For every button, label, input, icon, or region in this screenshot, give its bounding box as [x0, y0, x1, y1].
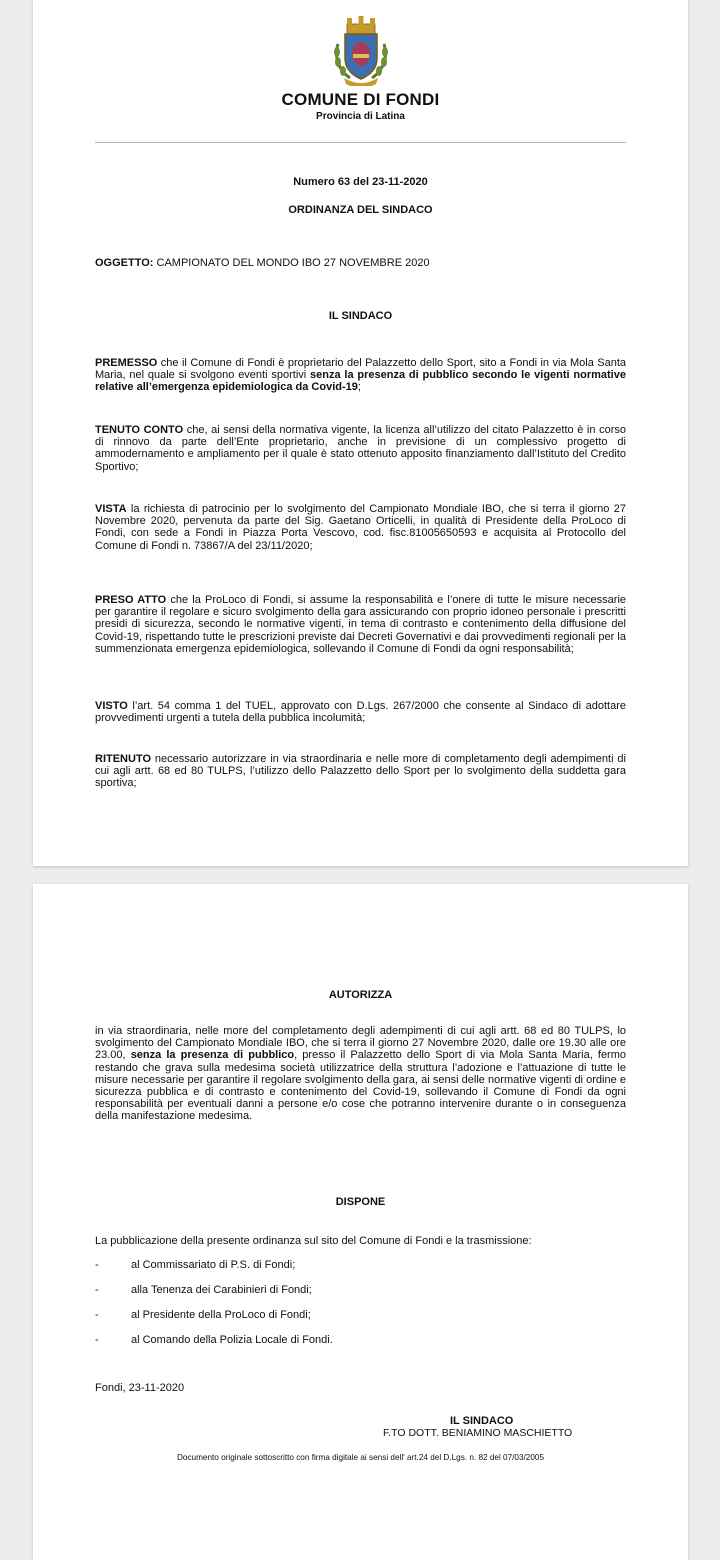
- visto-paragraph: [95, 700, 626, 724]
- mayor-heading: IL SINDACO: [328, 310, 393, 322]
- subject-label: OGGETTO:: [95, 257, 154, 269]
- coat-of-arms-logo: [330, 14, 392, 86]
- dispone-heading: DISPONE: [335, 1196, 386, 1208]
- premesso-tail: ;: [357, 381, 361, 394]
- ritenuto-text: necessario autorizzare in via straordinaria e nelle more di completamento degli adempimenti di cui agli artt. 68 ed 80 TULPS, l’utilizzo dello Palazzetto dello Sport per lo svolgimento della suddetta gara sportiva;: [95, 753, 626, 790]
- autorizza-text-1: in via straordinaria, nelle more del completamento degli adempimenti di cui agli artt. 68 ed 80 TULPS, lo svolgimento del Campionato Mondiale IBO, che si terra il giorno 27 Novembre 2020, dalle ore 19.30 alle ore 23.00,: [95, 1025, 626, 1062]
- signature-name: F.TO DOTT. BENIAMINO MASCHIETTO: [383, 1427, 573, 1439]
- ordinance-type: ORDINANZA DEL SINDACO: [288, 204, 433, 216]
- autorizza-heading: AUTORIZZA: [328, 989, 393, 1001]
- ritenuto-paragraph: [95, 753, 626, 790]
- document-page-1: [33, 0, 688, 866]
- list-item-text: al Comando della Polizia Locale di Fondi.: [131, 1334, 333, 1346]
- province-subtitle: Provincia di Latina: [316, 111, 405, 122]
- premesso-lead: PREMESSO: [95, 357, 158, 369]
- list-item-text: alla Tenenza dei Carabinieri di Fondi;: [131, 1284, 312, 1296]
- document-page-2: [33, 884, 688, 1560]
- header-divider: [95, 142, 626, 143]
- vista-paragraph: [95, 503, 626, 552]
- autorizza-bold: senza la presenza di pubblico: [130, 1049, 295, 1062]
- subject-text: CAMPIONATO DEL MONDO IBO 27 NOVEMBRE 2020: [153, 257, 430, 269]
- list-dash: -: [95, 1309, 99, 1321]
- list-item-text: al Commissariato di P.S. di Fondi;: [131, 1259, 296, 1271]
- autorizza-text-2: , presso il Palazzetto dello Sport di via Mola Santa Maria, fermo restando che grava sulla medesima società utilizzatrice della struttura l’adozione e l’attuazione di tutte le misure necessarie per garantire il regolare svolgimento della gara, ai sensi delle normative vigenti di ordine e sicurezza pubblica e di contrasto e contenimento del Covid-19, sollevando il Comune di Fondi da ogni responsabilità per eventuali danni a persone e/o cose che potranno intervenire durante o in conseguenza della manifestazione medesima.: [95, 1049, 626, 1123]
- vista-text: la richiesta di patrocinio per lo svolgimento del Campionato Mondiale IBO, che si terra il giorno 27 Novembre 2020, pervenuta da parte del Sig. Gaetano Orticelli, in qualità di Presidente della ProLoco di Fondi, con sede a Fondi in Piazza Porta Vescovo, cod. fisc.81005650593 e acquisita al Protocollo del Comune di Fondi n. 73867/A del 23/11/2020;: [95, 503, 626, 552]
- dispone-intro: La pubblicazione della presente ordinanza sul sito del Comune di Fondi e la trasmissione:: [95, 1235, 532, 1247]
- visto-text: l’art. 54 comma 1 del TUEL, approvato con D.Lgs. 267/2000 che consente al Sindaco di adottare provvedimenti urgenti a tutela della pubblica incolumità;: [95, 700, 626, 725]
- tenuto-conto-paragraph: [95, 424, 626, 473]
- municipality-title: COMUNE DI FONDI: [281, 90, 440, 109]
- list-dash: -: [95, 1259, 99, 1271]
- preso-lead: PRESO ATTO: [95, 594, 167, 606]
- tenuto-text: che, ai sensi della normativa vigente, la licenza all’utilizzo del citato Palazzetto è in corso di rinnovo da parte dell’Ente proprietario, anche in previsione di un complessivo progetto di ammodernamento e ampliamento per il quale è stato ottenuto apposito finanziamento dall’Istituto del Credito Sportivo;: [95, 424, 626, 473]
- preso-text: che la ProLoco di Fondi, si assume la responsabilità e l’onere di tutte le misure necessarie per garantire il regolare e sicuro svolgimento della gara assicurando con proprio idoneo personale i prescritti presidi di sicurezza, secondo le normative vigenti, in tema di contrasto e contenimento della diffusione del Covid-19, rispettando tutte le prescrizioni previste dai Decreti Governativi e dai provvedimenti regionali per la summenzionata emergenza epidemiologica, sollevando il Comune di Fondi da ogni responsabilità;: [95, 594, 627, 655]
- ordinance-number: Numero 63 del 23-11-2020: [293, 176, 428, 188]
- signature-title: IL SINDACO: [450, 1415, 514, 1427]
- vista-lead: VISTA: [95, 503, 127, 515]
- tenuto-lead: TENUTO CONTO: [95, 424, 184, 436]
- digital-signature-note: Documento originale sottoscritto con firma digitale ai sensi dell' art.24 del D.Lgs. n. 82 del 07/03/2005: [176, 1453, 545, 1462]
- list-dash: -: [95, 1334, 99, 1346]
- list-dash: -: [95, 1284, 99, 1296]
- visto-lead: VISTO: [95, 700, 128, 712]
- autorizza-paragraph: [95, 1025, 626, 1123]
- subject-line: [95, 257, 626, 269]
- place-and-date: Fondi, 23-11-2020: [95, 1382, 185, 1394]
- premesso-paragraph: [95, 357, 626, 394]
- premesso-text: che il Comune di Fondi è proprietario del Palazzetto dello Sport, sito a Fondi in via Mola Santa Maria, nel quale si svolgono eventi sportivi: [95, 357, 626, 382]
- ritenuto-lead: RITENUTO: [95, 753, 152, 765]
- premesso-bold: senza la presenza di pubblico secondo le vigenti normative relative all’emergenza epidemiologica da Covid-19: [95, 369, 626, 394]
- list-item-text: al Presidente della ProLoco di Fondi;: [131, 1309, 311, 1321]
- preso-atto-paragraph: [95, 594, 626, 655]
